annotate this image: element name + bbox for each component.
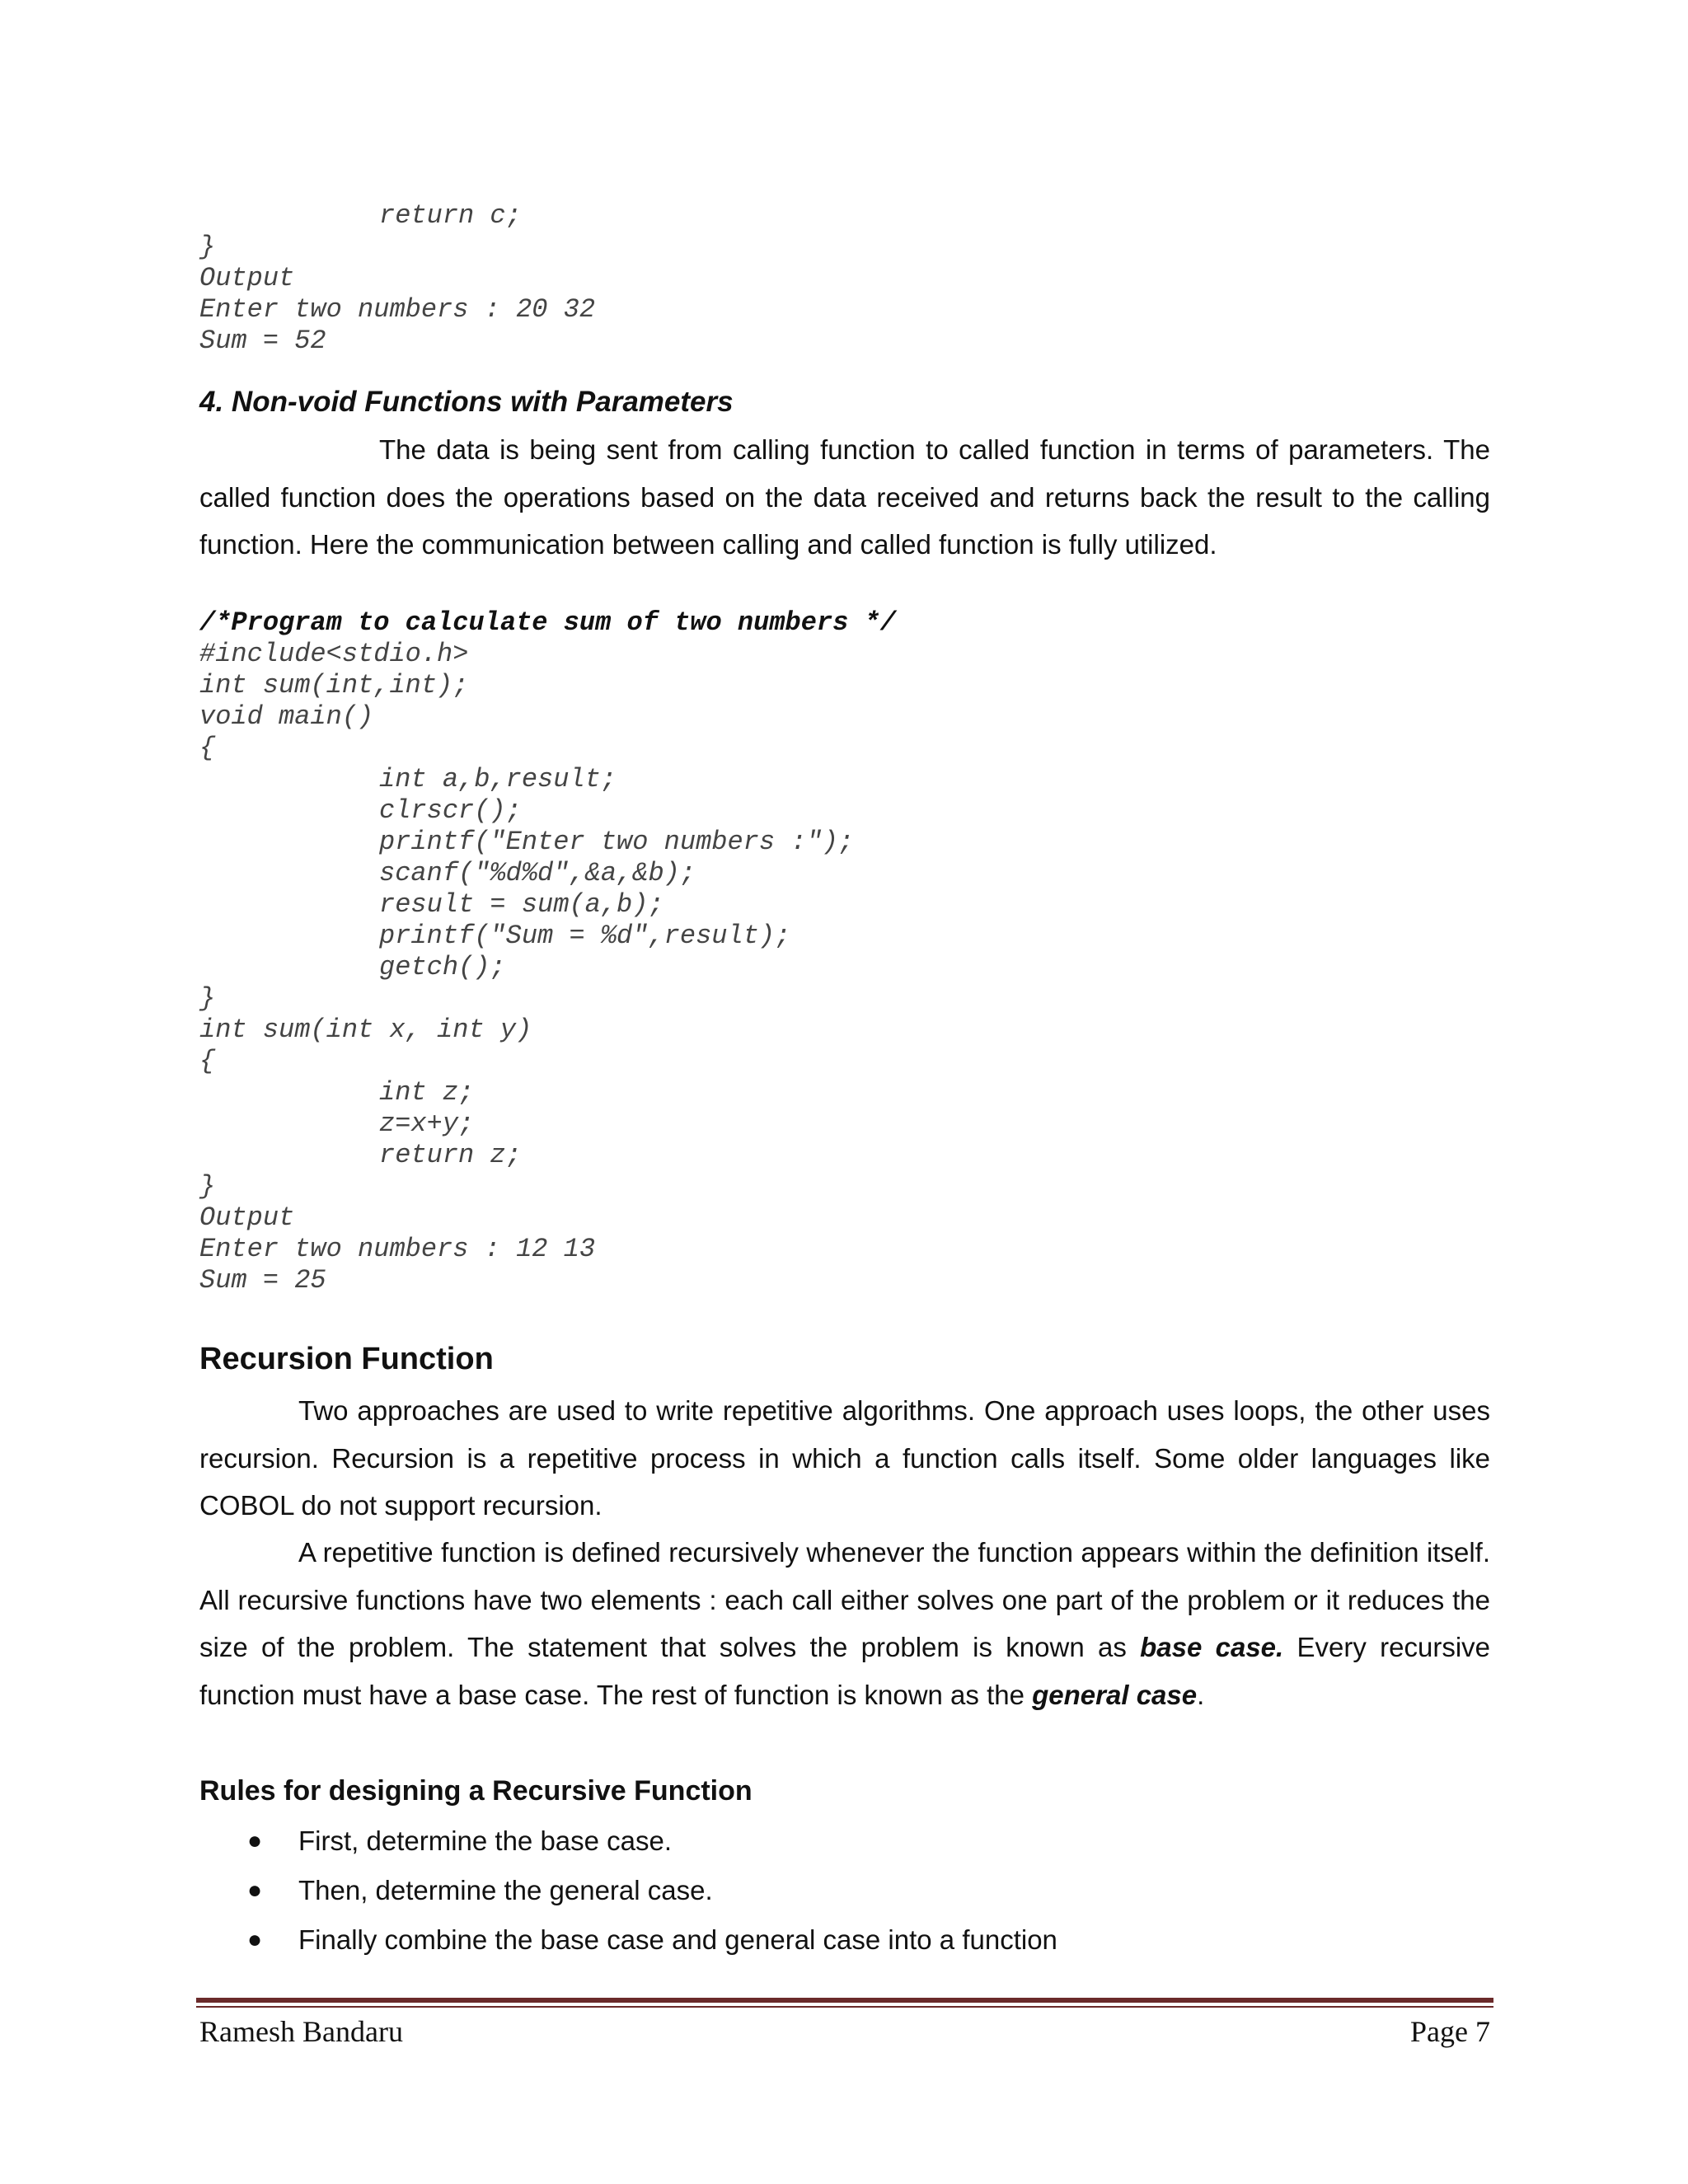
footer-divider-thin — [196, 2006, 1493, 2008]
list-item-text: Then, determine the general case. — [298, 1875, 713, 1905]
recursion-paragraph-1: Two approaches are used to write repetitive algorithms. One approach uses loops, the other uses recursion. Recursion is a repetitive process in which a function calls itself. Some older languages like COBOL do not support recursion. — [199, 1395, 1490, 1521]
list-item-text: First, determine the base case. — [298, 1825, 673, 1856]
output-line: Sum = 52 — [199, 326, 326, 356]
recursion-paragraph-2 — [199, 1529, 1490, 1718]
code-line: int sum(int x, int y) — [199, 1015, 532, 1045]
bullet-icon: ● — [247, 1877, 263, 1904]
footer-divider — [196, 1998, 1493, 2003]
code-line: clrscr(); — [379, 795, 522, 826]
code-line: scanf("%d%d",&a,&b); — [379, 858, 696, 888]
footer-author: Ramesh Bandaru — [199, 2015, 403, 2048]
code-comment: /*Program to calculate sum of two numbers */ — [199, 607, 896, 638]
code-line: int a,b,result; — [379, 764, 617, 794]
bullet-icon: ● — [247, 1926, 263, 1953]
list-item — [199, 1816, 1057, 1866]
bullet-icon: ● — [247, 1827, 263, 1854]
footer-page-number: Page 7 — [1410, 2015, 1490, 2048]
code-line: void main() — [199, 701, 374, 732]
list-item — [199, 1915, 1057, 1965]
code-line: Output — [199, 1202, 295, 1233]
code-line: int z; — [379, 1077, 475, 1108]
list-item — [199, 1866, 1057, 1915]
code-line: #include<stdio.h> — [199, 639, 469, 669]
output-label: Output — [199, 263, 295, 293]
section-heading: 4. Non-void Functions with Parameters — [199, 386, 734, 418]
section-paragraph: The data is being sent from calling function to called function in terms of parameters. The called function does the operations based on the data received and returns back the result to the calling function. Here the communication between calling and called function is fully utilized. — [199, 434, 1490, 560]
list-item-text: Finally combine the base case and general case into a function — [298, 1924, 1057, 1955]
recursion-heading: Recursion Function — [199, 1342, 494, 1376]
code-line: return z; — [379, 1140, 522, 1170]
paragraph-text: . — [1197, 1679, 1205, 1710]
code-line: printf("Sum = %d",result); — [379, 921, 791, 951]
base-case-term: base case. — [1140, 1632, 1284, 1662]
code-line: result = sum(a,b); — [379, 889, 664, 920]
code-line: } — [199, 1171, 216, 1202]
general-case-term: general case — [1032, 1679, 1198, 1710]
code-line: z=x+y; — [379, 1108, 475, 1139]
code-line: Sum = 25 — [199, 1265, 326, 1296]
paragraph-text: Every recursive function must have a base case. The rest of function is known as the — [199, 1632, 1491, 1710]
paragraph-text: A repetitive function is defined recursively whenever the function appears within the definition itself. All recursive functions have two elements : each call either solves one part of the problem or it reduces the size of the problem. The statement that solves the problem is known as — [199, 1537, 1490, 1662]
code-line: getch(); — [379, 952, 506, 982]
code-line: } — [199, 232, 216, 262]
code-line: printf("Enter two numbers :"); — [379, 827, 855, 857]
code-line: Enter two numbers : 12 13 — [199, 1234, 596, 1264]
rules-heading: Rules for designing a Recursive Function — [199, 1775, 753, 1807]
code-line: } — [199, 983, 216, 1014]
code-line: int sum(int,int); — [199, 670, 469, 701]
output-line: Enter two numbers : 20 32 — [199, 294, 596, 325]
code-line: return c; — [379, 200, 522, 231]
code-line: { — [199, 733, 216, 763]
code-line: { — [199, 1046, 216, 1076]
rules-list — [199, 1816, 1057, 1965]
